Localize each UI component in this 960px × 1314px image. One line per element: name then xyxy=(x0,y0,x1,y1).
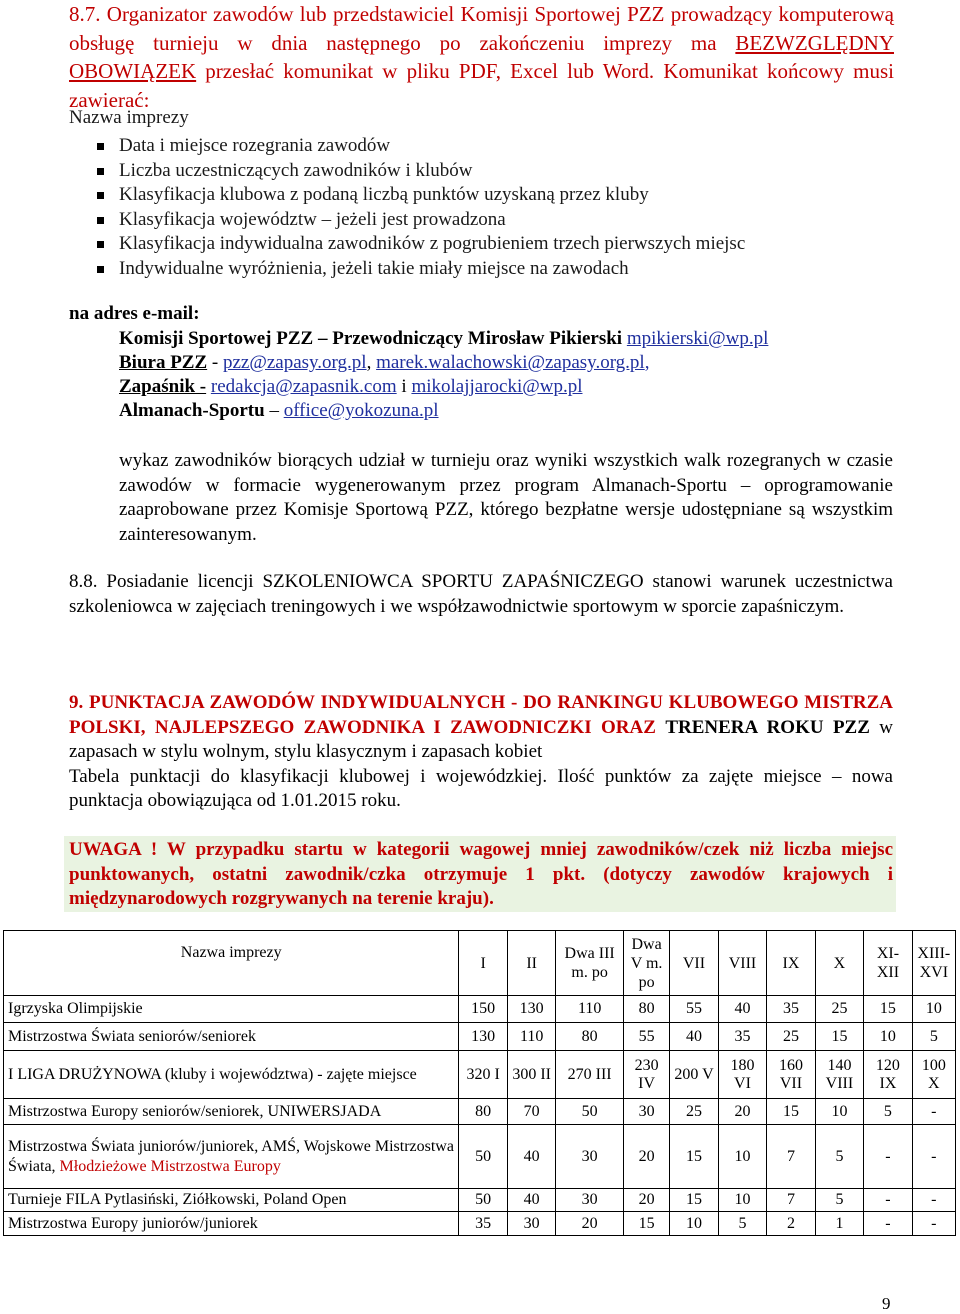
header-cell: Dwa III m. po xyxy=(556,931,623,996)
komisja-address xyxy=(119,328,768,350)
table-row xyxy=(4,1099,956,1125)
table-cell: 25 xyxy=(815,996,863,1023)
list-item-text: Klasyfikacja indywidualna zawodników z pogrubieniem trzech pierwszych miejsc xyxy=(119,233,746,254)
section-8-7 xyxy=(69,0,894,114)
row-name: Mistrzostwa Świata seniorów/seniorek xyxy=(4,1023,459,1051)
table-cell: 30 xyxy=(556,1189,623,1212)
table-cell: 180 VI xyxy=(718,1051,766,1099)
table-row xyxy=(4,1051,956,1099)
table-cell: 140 VIII xyxy=(815,1051,863,1099)
table-cell: 55 xyxy=(670,996,718,1023)
zapasnik-email-link-2[interactable]: mikolajjarocki@wp.pl xyxy=(411,376,583,397)
list-item-text: Klasyfikacja województw – jeżeli jest prowadzona xyxy=(119,208,506,230)
section-8-8: 8.8. Posiadanie licencji SZKOLENIOWCA SPORTU ZAPAŚNICZEGO stanowi warunek uczestnictwa szkoleniowca w zajęciach treningowych i we współzawodnictwie sportowym w sporcie zapaśniczym. xyxy=(69,571,893,617)
wykaz-paragraph: wykaz zawodników biorących udział w turnieju oraz wyniki wszystkich walk rozegranych w czasie zawodów w formacie wygenerowanym przez program Almanach-Sportu – oprogramowanie zaaprobowane przez Komisje Sportową PZZ, którego bezpłatne wersje udostępniane są wszystkim zainteresowanym. xyxy=(119,450,893,545)
list-item-text: Indywidualne wyróżnienia, jeżeli takie miały miejsce na zawodach xyxy=(119,257,629,279)
section-8-7-text-a: Organizator zawodów lub przedstawiciel Komisji Sportowej PZZ prowadzący komputerową obsługę turnieju w dnia następnego po zakończeniu imprezy ma xyxy=(69,2,894,55)
almanach-separator: – xyxy=(264,400,284,421)
table-cell: 15 xyxy=(767,1099,815,1125)
table-cell: 40 xyxy=(670,1023,718,1051)
table-cell: - xyxy=(864,1125,912,1189)
header-cell: X xyxy=(815,931,863,996)
table-cell: 7 xyxy=(767,1189,815,1212)
almanach-email-link[interactable]: office@yokozuna.pl xyxy=(283,400,439,421)
table-cell: 80 xyxy=(556,1023,623,1051)
table-cell: 30 xyxy=(507,1212,555,1236)
biuro-separator: - xyxy=(207,352,223,373)
table-cell: 20 xyxy=(556,1212,623,1236)
table-cell: 40 xyxy=(718,996,766,1023)
biuro-email-link-1[interactable]: pzz@zapasy.org.pl xyxy=(222,352,367,373)
section-8-7-text-c: . Komunikat końcowy musi zawierać: xyxy=(69,59,894,112)
table-cell: 35 xyxy=(459,1212,507,1236)
table-cell: 5 xyxy=(912,1023,955,1051)
zapasnik-address xyxy=(119,376,582,398)
table-cell: 100 X xyxy=(912,1051,955,1099)
zapasnik-email-link-1[interactable]: redakcja@zapasnik.com xyxy=(210,376,397,397)
table-cell: 35 xyxy=(767,996,815,1023)
table-cell: 120 IX xyxy=(864,1051,912,1099)
section-9 xyxy=(69,691,893,814)
header-cell: IX xyxy=(767,931,815,996)
list-item xyxy=(95,183,745,208)
section-8-7-number: 8.7. xyxy=(69,2,101,26)
list-item xyxy=(95,232,745,257)
table-cell: 10 xyxy=(718,1125,766,1189)
table-cell: 2 xyxy=(767,1212,815,1236)
zapasnik-and: i xyxy=(396,376,412,397)
table-header-row xyxy=(4,931,956,996)
table-row xyxy=(4,1125,956,1189)
table-cell: - xyxy=(912,1189,955,1212)
table-cell: 5 xyxy=(864,1099,912,1125)
table-cell: 80 xyxy=(623,996,669,1023)
table-cell: 130 xyxy=(459,1023,507,1051)
table-cell: 10 xyxy=(718,1189,766,1212)
table-cell: 70 xyxy=(507,1099,555,1125)
table-cell: 15 xyxy=(670,1189,718,1212)
komisja-label: Komisji Sportowej PZZ – Przewodniczący Mirosław Pikierski xyxy=(119,328,623,349)
bullet-square-icon xyxy=(97,168,104,175)
row-name: Turnieje FILA Pytlasiński, Ziółkowski, Poland Open xyxy=(4,1189,459,1212)
header-cell: II xyxy=(507,931,555,996)
row-name-red-text: Młodzieżowe Mistrzostwa Europy xyxy=(59,1157,281,1175)
table-cell: 130 xyxy=(507,996,555,1023)
table-cell: 5 xyxy=(815,1125,863,1189)
bullet-square-icon xyxy=(97,266,104,273)
table-cell: 320 I xyxy=(459,1051,507,1099)
file-formats: PDF, Excel lub Word xyxy=(458,59,649,83)
table-cell: 50 xyxy=(556,1099,623,1125)
header-cell: VIII xyxy=(718,931,766,996)
biuro-label: Biura PZZ xyxy=(119,352,208,373)
page-number: 9 xyxy=(882,1294,891,1313)
section-8-7-text-b: przesłać komunikat w pliku xyxy=(196,59,459,83)
table-cell: 110 xyxy=(507,1023,555,1051)
table-cell: 15 xyxy=(623,1212,669,1236)
table-cell: - xyxy=(912,1125,955,1189)
table-cell: 50 xyxy=(459,1125,507,1189)
uwaga-note xyxy=(69,838,893,912)
table-cell: 55 xyxy=(623,1023,669,1051)
table-cell: 10 xyxy=(864,1023,912,1051)
list-item-text: Liczba uczestniczących zawodników i klubów xyxy=(119,159,473,181)
bullet-square-icon xyxy=(97,217,104,224)
obowiazek-text: BEZWZGLĘDNY OBOWIĄZEK xyxy=(69,30,894,83)
table-cell: 10 xyxy=(912,996,955,1023)
row-name: Igrzyska Olimpijskie xyxy=(4,996,459,1023)
table-row xyxy=(4,1212,956,1236)
nazwa-imprezy-label: Nazwa imprezy xyxy=(69,107,189,128)
table-cell: 1 xyxy=(815,1212,863,1236)
table-cell: 10 xyxy=(670,1212,718,1236)
header-cell: I xyxy=(459,931,507,996)
table-cell: 5 xyxy=(815,1189,863,1212)
table-cell: 25 xyxy=(767,1023,815,1051)
table-cell: 300 II xyxy=(507,1051,555,1099)
header-cell: VII xyxy=(670,931,718,996)
list-item xyxy=(95,208,745,233)
table-cell: 110 xyxy=(556,996,623,1023)
table-cell: 20 xyxy=(623,1125,669,1189)
komisja-email-link[interactable]: mpikierski@wp.pl xyxy=(626,328,769,349)
zapasnik-label: Zapaśnik - xyxy=(119,376,207,397)
table-cell: 20 xyxy=(623,1189,669,1212)
row-name: Mistrzostwa Europy juniorów/juniorek xyxy=(4,1212,459,1236)
table-cell: - xyxy=(912,1099,955,1125)
table-cell: - xyxy=(864,1189,912,1212)
table-row xyxy=(4,996,956,1023)
table-cell: 30 xyxy=(556,1125,623,1189)
email-address-label: na adres e-mail: xyxy=(69,303,200,324)
list-item xyxy=(95,134,745,159)
table-cell: - xyxy=(912,1212,955,1236)
section-9-heading-trener: TRENERA ROKU PZZ xyxy=(665,716,870,738)
table-cell: 15 xyxy=(815,1023,863,1051)
section-9-heading-rest: w zapasach w stylu wolnym, stylu klasycznym i zapasach kobiet xyxy=(69,716,894,762)
uwaga-label: UWAGA xyxy=(69,839,141,860)
list-item xyxy=(95,159,745,184)
table-cell: 40 xyxy=(507,1125,555,1189)
table-cell: 150 xyxy=(459,996,507,1023)
bullet-square-icon xyxy=(97,192,104,199)
row-name: I LIGA DRUŻYNOWA (kluby i województwa) - zajęte miejsce xyxy=(4,1051,459,1099)
uwaga-text: ! W przypadku startu w kategorii wagowej mniej zawodników/czek niż liczba miejsc punktowanych, ostatni zawodnik/czka otrzymuje 1 pkt. (dotyczy zawodów krajowych i międzynarodowych rozgrywanych na terenie kraju). xyxy=(69,839,893,909)
almanach-label: Almanach-Sportu xyxy=(119,400,265,421)
table-cell: 270 III xyxy=(556,1051,623,1099)
table-cell: 20 xyxy=(718,1099,766,1125)
section-9-heading: 9. PUNKTACJA ZAWODÓW INDYWIDUALNYCH - DO RANKINGU KLUBOWEGO MISTRZA POLSKI, NAJLEPSZEGO ZAWODNIKA I ZAWODNICZKI ORAZ xyxy=(69,692,893,738)
table-row xyxy=(4,1189,956,1212)
table-cell: 200 V xyxy=(670,1051,718,1099)
header-cell: Dwa V m. po xyxy=(623,931,669,996)
table-cell: 50 xyxy=(459,1189,507,1212)
table-cell: 15 xyxy=(670,1125,718,1189)
table-cell: 15 xyxy=(864,996,912,1023)
row-name: Mistrzostwa Europy seniorów/seniorek, UNIWERSJADA xyxy=(4,1099,459,1125)
table-cell: 7 xyxy=(767,1125,815,1189)
row-name xyxy=(4,1125,459,1189)
biuro-email-link-2[interactable]: marek.walachowski@zapasy.org.pl xyxy=(376,352,645,373)
table-cell: 160 VII xyxy=(767,1051,815,1099)
table-cell: 30 xyxy=(623,1099,669,1125)
header-cell: XI-XII xyxy=(864,931,912,996)
table-row xyxy=(4,1023,956,1051)
table-cell: 40 xyxy=(507,1189,555,1212)
list-item-text: Klasyfikacja klubowa z podaną liczbą punktów uzyskaną przez kluby xyxy=(119,184,649,205)
points-table xyxy=(3,930,956,1236)
table-cell: - xyxy=(864,1212,912,1236)
table-cell: 10 xyxy=(815,1099,863,1125)
table-cell: 25 xyxy=(670,1099,718,1125)
list-item xyxy=(95,257,745,282)
section-9-tabela-text: Tabela punktacji do klasyfikacji klubowej i wojewódzkiej. Ilość punktów za zajęte miejsce – nowa punktacja obowiązująca od 1.01.2015 roku. xyxy=(69,765,893,811)
bullet-square-icon xyxy=(97,241,104,248)
header-cell: Nazwa imprezy xyxy=(4,931,459,996)
almanach-address xyxy=(119,400,439,422)
row-name-text: Mistrzostwa Świata juniorów/juniorek, AMŚ, Wojskowe Mistrzostwa Świata, xyxy=(8,1137,454,1175)
table-cell: 80 xyxy=(459,1099,507,1125)
list-item-text: Data i miejsce rozegrania zawodów xyxy=(119,135,391,156)
table-cell: 230 IV xyxy=(623,1051,669,1099)
table-cell: 35 xyxy=(718,1023,766,1051)
biuro-address: Biura PZZ - pzz@zapasy.org.pl, marek.walachowski@zapasy.org.pl, xyxy=(119,352,650,373)
requirements-list xyxy=(95,134,745,281)
header-cell: XIII-XVI xyxy=(912,931,955,996)
table-cell: 5 xyxy=(718,1212,766,1236)
bullet-square-icon xyxy=(97,143,104,150)
